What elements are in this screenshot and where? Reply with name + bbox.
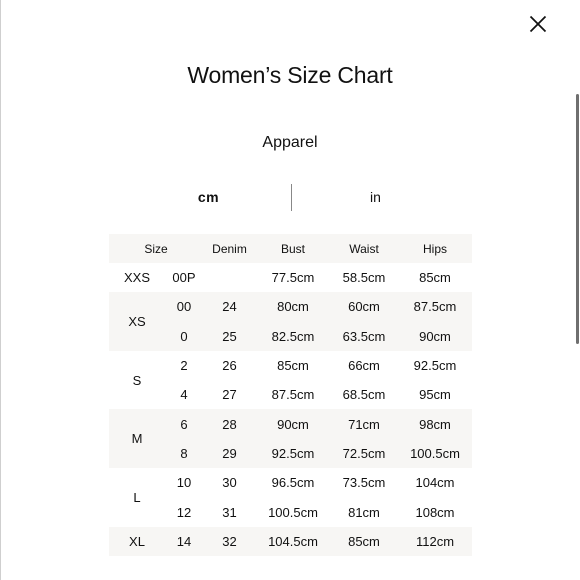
cell-hips: 100.5cm: [398, 439, 472, 468]
table-row: [109, 527, 472, 556]
cell-bust: 77.5cm: [256, 263, 330, 292]
page-title: Women’s Size Chart: [187, 62, 393, 88]
cell-hips: 98cm: [398, 409, 472, 438]
header-waist: Waist: [349, 241, 379, 256]
cell-bust: 85cm: [256, 351, 330, 380]
cell-waist: 73.5cm: [330, 468, 398, 497]
cell-bust: 80cm: [256, 292, 330, 321]
cell-denim: 32: [203, 527, 256, 556]
cell-bust: 104.5cm: [256, 527, 330, 556]
header-size: Size: [144, 241, 168, 256]
cell-hips: 108cm: [398, 497, 472, 526]
cell-numeric: 4: [165, 380, 203, 409]
cell-waist: 68.5cm: [330, 380, 398, 409]
cell-denim: 30: [203, 468, 256, 497]
cell-waist: 60cm: [330, 292, 398, 321]
cell-hips: 85cm: [398, 263, 472, 292]
cell-hips: 112cm: [398, 527, 472, 556]
cell-numeric: 2: [165, 351, 203, 380]
header-bust: Bust: [280, 241, 305, 256]
table-row: [109, 409, 472, 438]
size-label: XL: [109, 527, 165, 556]
cell-bust: 82.5cm: [256, 322, 330, 351]
cell-numeric: 8: [165, 439, 203, 468]
cell-denim: 26: [203, 351, 256, 380]
table-row: [109, 468, 472, 497]
cell-denim: 29: [203, 439, 256, 468]
section-title: Apparel: [262, 134, 318, 151]
cell-hips: 95cm: [398, 380, 472, 409]
cell-bust: 90cm: [256, 409, 330, 438]
cell-numeric: 0: [165, 322, 203, 351]
cell-numeric: 14: [165, 527, 203, 556]
header-denim: Denim: [212, 241, 247, 256]
size-label: M: [109, 409, 165, 468]
table-row: [109, 263, 472, 292]
size-label: S: [109, 351, 165, 410]
cell-denim: 25: [203, 322, 256, 351]
cell-numeric: 00: [165, 292, 203, 321]
cell-denim: 24: [203, 292, 256, 321]
cell-hips: 104cm: [398, 468, 472, 497]
cell-denim: 27: [203, 380, 256, 409]
cell-waist: 81cm: [330, 497, 398, 526]
cell-hips: 92.5cm: [398, 351, 472, 380]
size-table: [109, 234, 472, 556]
cell-waist: 66cm: [330, 351, 398, 380]
cell-denim: [203, 263, 256, 292]
cell-numeric: 6: [165, 409, 203, 438]
cell-waist: 71cm: [330, 409, 398, 438]
cell-hips: 90cm: [398, 322, 472, 351]
size-label: XS: [109, 292, 165, 351]
cell-waist: 72.5cm: [330, 439, 398, 468]
table-row: [109, 351, 472, 380]
cell-denim: 28: [203, 409, 256, 438]
close-button[interactable]: [526, 12, 550, 36]
cell-bust: 96.5cm: [256, 468, 330, 497]
cell-denim: 31: [203, 497, 256, 526]
table-row: [109, 292, 472, 321]
size-label: XXS: [109, 263, 165, 292]
unit-cm-button[interactable]: cm: [197, 189, 220, 205]
unit-in-button[interactable]: in: [370, 189, 381, 205]
cell-bust: 92.5cm: [256, 439, 330, 468]
cell-numeric: 10: [165, 468, 203, 497]
close-icon: [529, 15, 547, 33]
header-hips: Hips: [422, 241, 447, 256]
table-header-row: [109, 234, 472, 263]
size-table-body: [109, 263, 472, 556]
unit-toggle: [125, 181, 459, 213]
scrollbar-thumb[interactable]: [576, 94, 579, 344]
cell-bust: 87.5cm: [256, 380, 330, 409]
cell-numeric: 12: [165, 497, 203, 526]
cell-bust: 100.5cm: [256, 497, 330, 526]
cell-waist: 85cm: [330, 527, 398, 556]
cell-numeric: 00P: [165, 263, 203, 292]
cell-waist: 63.5cm: [330, 322, 398, 351]
size-label: L: [109, 468, 165, 527]
cell-hips: 87.5cm: [398, 292, 472, 321]
cell-waist: 58.5cm: [330, 263, 398, 292]
